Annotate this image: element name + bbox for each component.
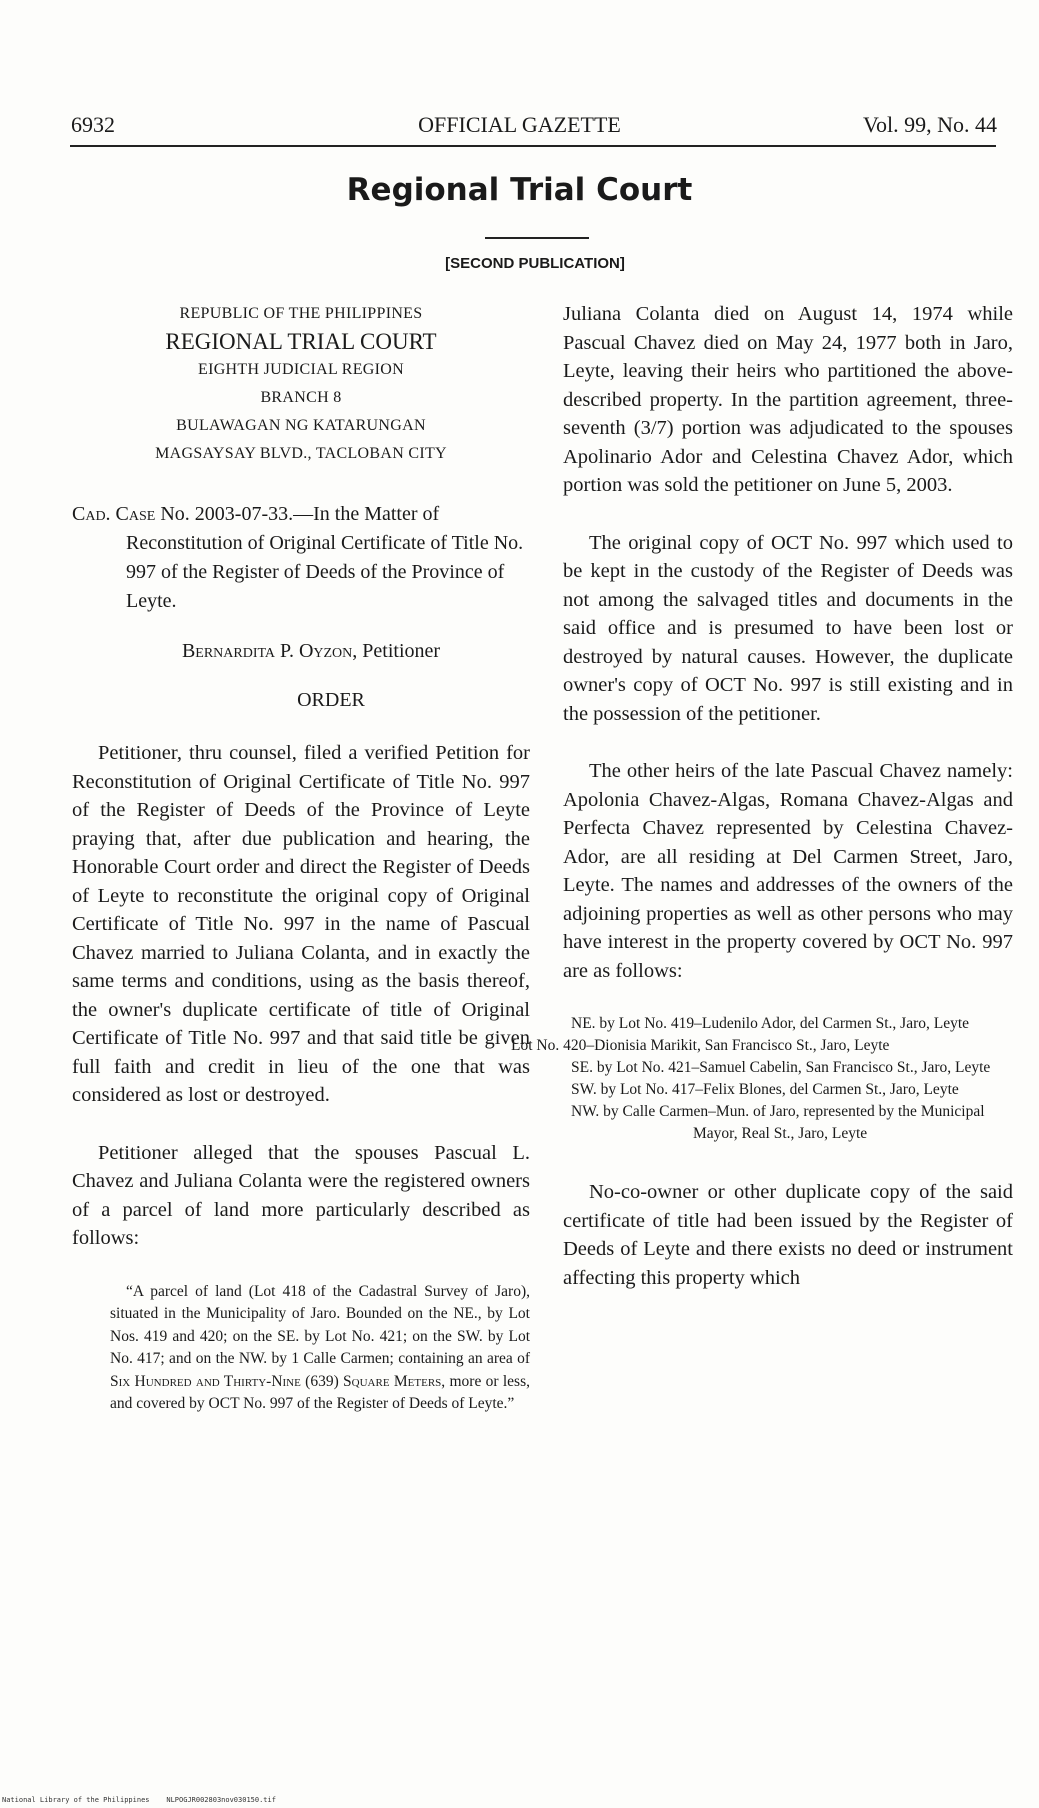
- land-description-quote: [110, 1281, 530, 1416]
- title-rule: [485, 237, 589, 239]
- case-text: —In the Matter of Reconstitution of Original Certificate of Title No. 997 of the Register of Deeds of the Province of Leyte.: [126, 503, 524, 612]
- caption-court: REGIONAL TRIAL COURT: [165, 329, 437, 354]
- boundary-direction: NW. by: [571, 1103, 619, 1120]
- caption-hall: BULAWAGAN NG KATARUNGAN: [176, 417, 426, 434]
- case-label: Cad. Case: [72, 503, 156, 525]
- caption-republic: REPUBLIC OF THE PHILIPPINES: [179, 305, 423, 322]
- boundary-list: [511, 1013, 1013, 1145]
- case-number: No. 2003-07-33.: [160, 503, 294, 525]
- footer-source: National Library of the Philippines: [2, 1796, 150, 1804]
- boundary-owner: Calle Carmen–Mun. of Jaro, represented by the Municipal Mayor, Real St., Jaro, Leyte: [622, 1103, 985, 1142]
- boundary-row: [563, 1101, 1013, 1145]
- boundary-row: [563, 1057, 1013, 1079]
- left-column: [72, 300, 530, 1416]
- publication-note: [SECOND PUBLICATION]: [445, 255, 625, 272]
- volume-issue: Vol. 99, No. 44: [862, 112, 997, 137]
- boundary-direction: SW. by: [571, 1081, 617, 1098]
- boundary-row: [511, 1035, 1013, 1057]
- petitioner-line: [72, 637, 530, 665]
- boundary-owner: Lot No. 419–Ludenilo Ador, del Carmen St., Jaro, Leyte: [618, 1015, 970, 1032]
- boundary-row: [563, 1013, 1013, 1035]
- scan-footer: [2, 1796, 276, 1804]
- footer-file: NLPOGJR002803nov030150.tif: [166, 1796, 276, 1804]
- paragraph-heirs: The other heirs of the late Pascual Chavez namely: Apolonia Chavez-Algas, Romana Chavez-Algas and Perfecta Chavez represented by Celestina Chavez-Ador, are all residing at Del Carmen Street, Jaro, Leyte. The names and addresses of the owners of the adjoining properties as well as other persons who may have interest in the property covered by OCT No. 997 are as follows:: [563, 760, 1013, 982]
- boundary-direction: SE. by: [571, 1059, 613, 1076]
- section-title: Regional Trial Court: [346, 172, 693, 208]
- paragraph-petition: Petitioner, thru counsel, filed a verified Petition for Reconstitution of Original Certificate of Title No. 997 of the Register of Deeds of the Province of Leyte praying that, after due publication and hearing, the Honorable Court order and direct the Register of Deeds of Leyte to reconstitute the original copy of Original Certificate of Title No. 997 in the name of Pascual Chavez married to Juliana Colanta, and in exactly the same terms and conditions, using as the basis thereof, the owner's duplicate certificate of title of Original Certificate of Title No. 997 and that said title be given full faith and credit in lieu of the one that was considered as lost or destroyed.: [72, 742, 530, 1106]
- boundary-direction: NE. by: [571, 1015, 615, 1032]
- caption-branch: BRANCH 8: [260, 389, 342, 406]
- header-rule: [70, 145, 996, 147]
- publication-title: OFFICIAL GAZETTE: [418, 112, 621, 137]
- quote-part-2: , more or less, and covered by OCT No. 997 of the Register of Deeds of Leyte.”: [110, 1372, 530, 1412]
- case-title: [72, 500, 530, 616]
- boundary-row: [563, 1079, 1013, 1101]
- page-number: 6932: [71, 112, 115, 137]
- paragraph-allegation: Petitioner alleged that the spouses Pascual L. Chavez and Juliana Colanta were the registered owners of a parcel of land more particularly described as follows:: [72, 1141, 530, 1249]
- paragraph-partition: Juliana Colanta died on August 14, 1974 while Pascual Chavez died on May 24, 1977 both in Jaro, Leyte, leaving their heirs who partitioned the above-described property. In the partition agreement, three-seventh (3/7) portion was adjudicated to the spouses Apolinario Ador and Celestina Chavez Ador, which portion was sold the petitioner on June 5, 2003.: [563, 303, 1013, 496]
- caption-address: MAGSAYSAY BLVD., TACLOBAN CITY: [155, 445, 447, 462]
- paragraph-original-copy: The original copy of OCT No. 997 which used to be kept in the custody of the Register of Deeds was not among the salvaged titles and documents in the said office and is presumed to have been lost or destroyed by natural causes. However, the duplicate owner's copy of OCT No. 997 is still existing and in the possession of the petitioner.: [563, 531, 1013, 725]
- boundary-owner: Lot No. 417–Felix Blones, del Carmen St., Jaro, Leyte: [619, 1081, 959, 1098]
- petitioner-name: Bernardita P. Oyzon: [181, 640, 353, 662]
- quote-part-1: “A parcel of land (Lot 418 of the Cadastral Survey of Jaro), situated in the Municipality of Jaro. Bounded on the NE., by Lot Nos. 419 and 420; on the SE. by Lot No. 421; on the SW. by Lot No. 417; and on the NW. by 1 Calle Carmen; containing an area of: [110, 1282, 530, 1367]
- order-heading: ORDER: [297, 689, 365, 711]
- right-column: [511, 300, 1013, 1292]
- boundary-owner: Lot No. 421–Samuel Cabelin, San Francisco St., Jaro, Leyte: [616, 1059, 991, 1076]
- petitioner-role: , Petitioner: [352, 640, 441, 662]
- caption-region: EIGHTH JUDICIAL REGION: [198, 361, 404, 378]
- paragraph-no-co-owner: No-co-owner or other duplicate copy of the said certificate of title had been issued by the Register of Deeds of Leyte and there exists no deed or instrument affecting this property which: [563, 1181, 1013, 1289]
- quote-area: Six Hundred and Thirty-Nine (639) Square Meters: [110, 1372, 442, 1390]
- court-caption: [72, 300, 530, 468]
- boundary-owner: Lot No. 420–Dionisia Marikit, San Francisco St., Jaro, Leyte: [511, 1037, 890, 1054]
